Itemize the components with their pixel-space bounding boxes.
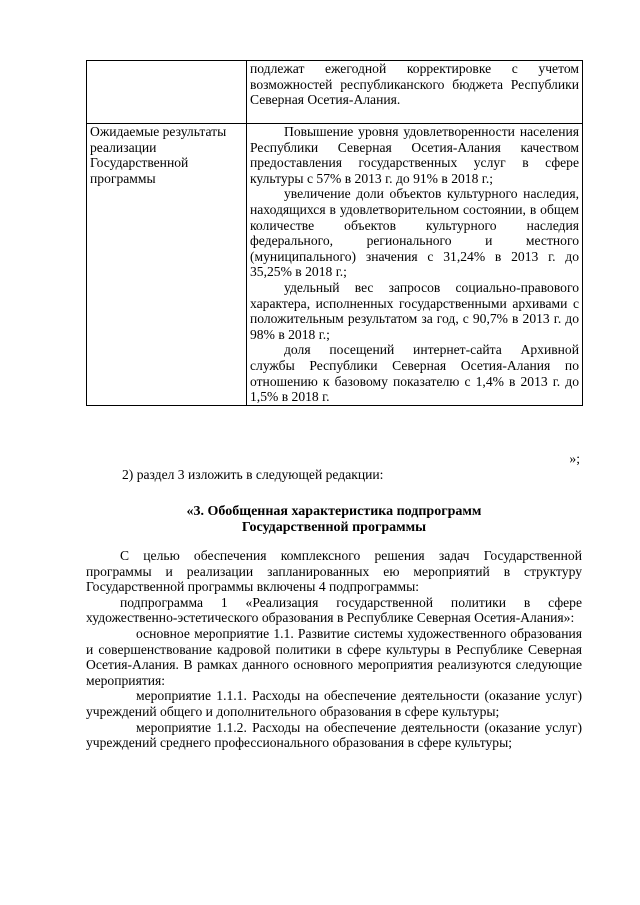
body-paragraph: мероприятие 1.1.2. Расходы на обеспечение деятельности (оказание услуг) учреждений среднего профессионального образования в сфере культуры; xyxy=(86,719,582,751)
section-heading-line: Государственной программы xyxy=(241,520,427,535)
body-paragraph: С целью обеспечения комплексного решения задач Государственной программы и реализации запланированных ею мероприятий в структуру Государственной программы включены 4 подпрограммы: xyxy=(86,548,582,595)
body-paragraph: мероприятие 1.1.1. Расходы на обеспечение деятельности (оказание услуг) учреждений общего и дополнительного образования в сфере культуры; xyxy=(86,688,582,719)
result-paragraph: увеличение доли объектов культурного наследия, находящихся в удовлетворительном состоянии, в общем количестве объектов культурного наследия федерального, регионального и местного (муниципального) значения с 31,24% в 2013 г. до 35,25% в 2018 г.; xyxy=(250,186,579,280)
program-passport-table xyxy=(86,60,583,406)
body-paragraph: основное мероприятие 1.1. Развитие системы художественного образования и совершенствование кадровой политики в сфере культуры в Республике Северная Осетия-Алания. В рамках данного основного мероприятия реализуются следующие мероприятия: xyxy=(86,625,582,688)
closing-quote-mark: »; xyxy=(569,451,580,466)
expected-results-label: Ожидаемые результаты реализации Государственной программы xyxy=(87,124,247,406)
section-heading xyxy=(86,504,582,536)
table-row xyxy=(87,61,583,124)
body-paragraph: подпрограмма 1 «Реализация государственной политики в сфере художественно-эстетического образования в Республике Северная Осетия-Алания»: xyxy=(86,594,582,626)
result-paragraph: доля посещений интернет-сайта Архивной службы Республики Северная Осетия-Алания по отношению к базовому показателю с 1,4% в 2013 г. до 1,5% в 2018 г. xyxy=(250,342,579,405)
table-row xyxy=(87,124,583,406)
section-heading-line: «3. Обобщенная характеристика подпрограмм xyxy=(186,504,482,519)
expected-results-content xyxy=(247,124,583,406)
table-cell-label xyxy=(87,61,247,124)
table-cell-content: подлежат ежегодной корректировке с учетом возможностей республиканского бюджета Республики Северная Осетия-Алания. xyxy=(247,61,583,124)
result-paragraph: Повышение уровня удовлетворенности населения Республики Северная Осетия-Алания качеством предоставления государственных услуг в сфере культуры с 57% в 2013 г. до 91% в 2018 г.; xyxy=(250,124,579,186)
section-body xyxy=(86,548,582,751)
amendment-intro-line: 2) раздел 3 изложить в следующей редакции: xyxy=(122,467,384,482)
result-paragraph: удельный вес запросов социально-правового характера, исполненных государственными архивами с положительным результатом за год, с 90,7% в 2013 г. до 98% в 2018 г.; xyxy=(250,279,579,342)
